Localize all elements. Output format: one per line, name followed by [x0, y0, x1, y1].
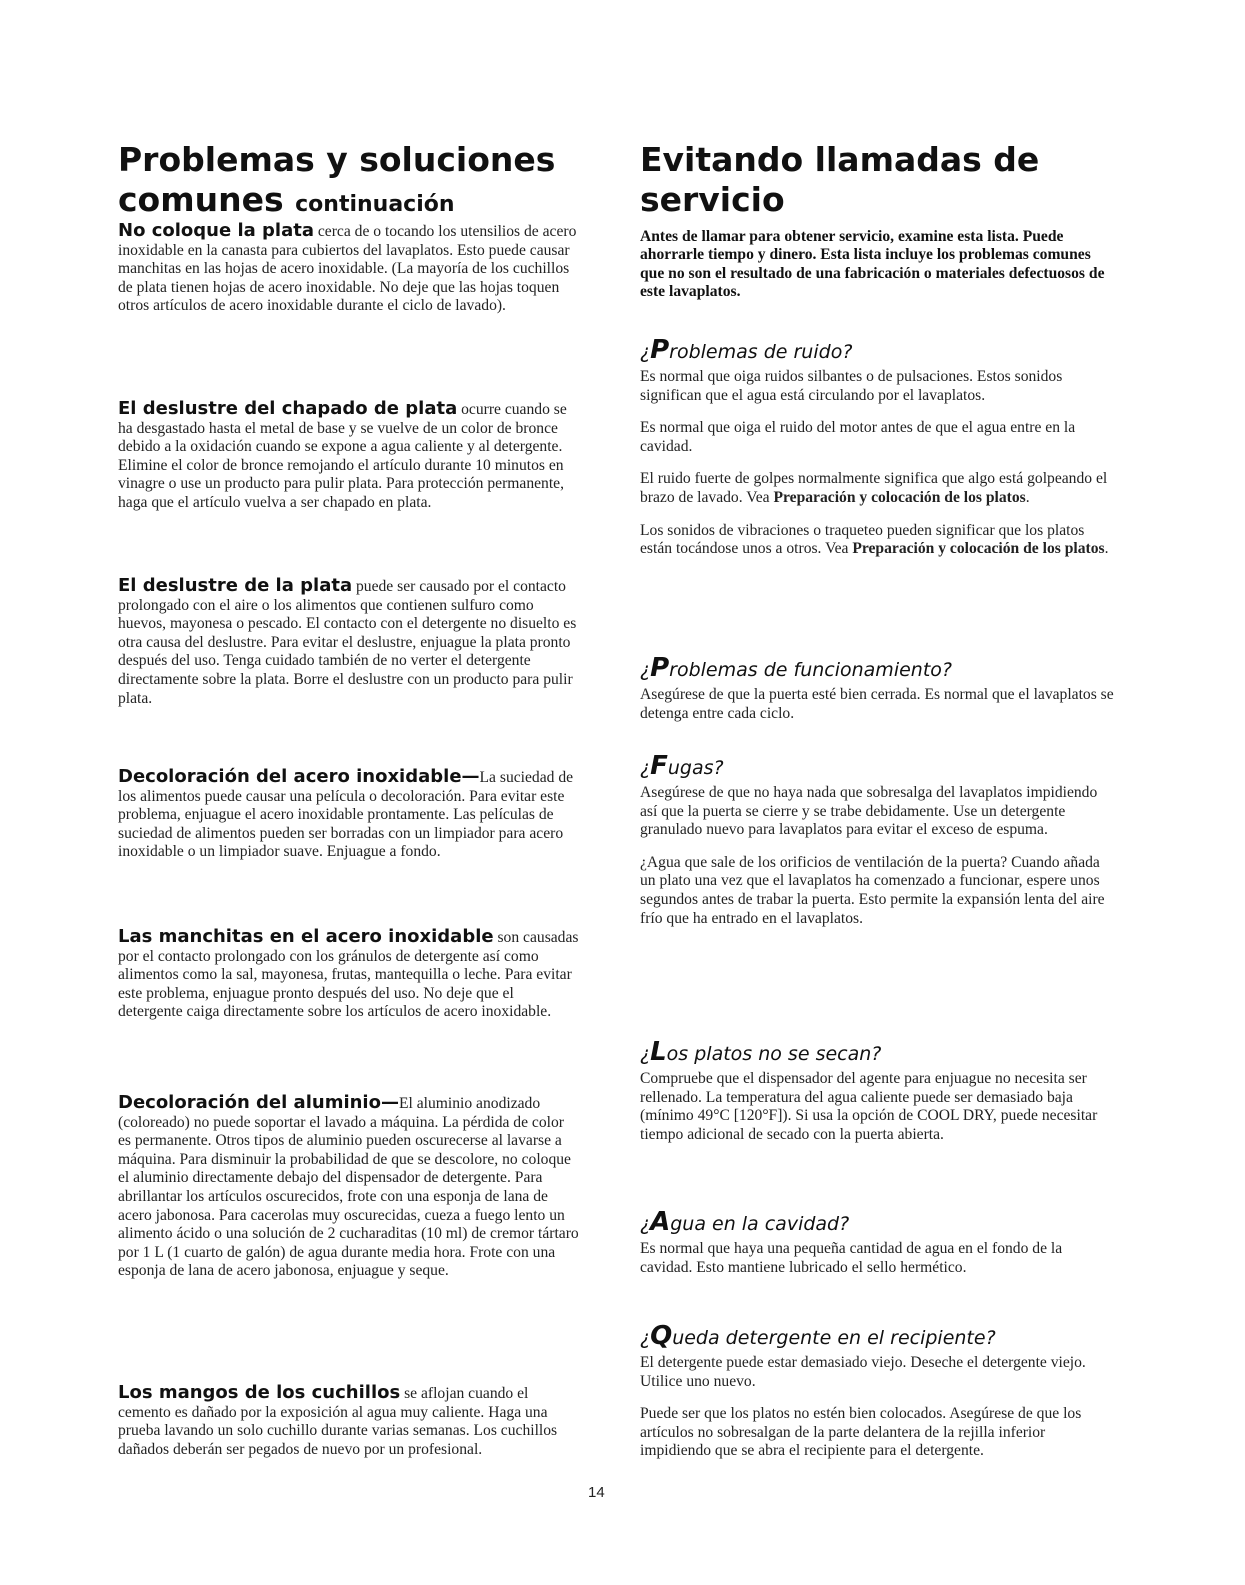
question-not-drying — [640, 1037, 1118, 1144]
section-text: puede ser causado por el contacto prolongado con el aire o los alimentos que contienen sulfuro como huevos, mayonesa o pescado. El contacto con el detergente no disuelto es otra causa del deslustre. Para evitar el deslustre, enjuague la plata pronto después del uso. Tenga cuidado también de no verter el detergente directamente sobre la plata. Borre el deslustre con un producto para pulir plata. — [118, 578, 577, 707]
section-lead: El deslustre del chapado de plata — [118, 398, 458, 419]
question-detergent-left — [640, 1321, 1118, 1461]
question-heading: ¿Agua en la cavidad? — [640, 1207, 850, 1237]
answer-paragraph: El detergente puede estar demasiado viejo. Deseche el detergente viejo. Utilice uno nuevo. — [640, 1354, 1086, 1390]
section-knife-handles — [118, 1384, 580, 1459]
left-title-continuation: continuación — [295, 192, 455, 218]
section-silver-placement — [118, 222, 580, 316]
section-lead: No coloque la plata — [118, 220, 314, 241]
section-silver-plate-tarnish — [118, 400, 580, 513]
answer-paragraph: Puede ser que los platos no estén bien colocados. Asegúrese de que los artículos no sobresalgan de la parte delantera de la rejilla inferior impidiendo que se abra el recipiente para el detergente. — [640, 1405, 1082, 1460]
section-lead: Los mangos de los cuchillos — [118, 1382, 401, 1403]
question-water-in-cavity — [640, 1207, 1118, 1277]
answer-paragraph: Es normal que oiga ruidos silbantes o de pulsaciones. Estos sonidos significan que el agua está circulando por el lavaplatos. — [640, 368, 1063, 404]
section-silver-tarnish — [118, 577, 580, 708]
answer-paragraph: Es normal que haya una pequeña cantidad de agua en el fondo de la cavidad. Esto mantiene lubricado el sello hermético. — [640, 1240, 1063, 1276]
answer-paragraph: El ruido fuerte de golpes normalmente significa que algo está golpeando el brazo de lavado. Vea Preparación y colocación de los platos. — [640, 470, 1108, 506]
left-title — [118, 140, 580, 221]
answer-paragraph: Asegúrese de que la puerta esté bien cerrada. Es normal que el lavaplatos se detenga entre cada ciclo. — [640, 686, 1114, 722]
right-title-line1: Evitando llamadas de — [640, 140, 1040, 179]
question-heading: ¿Los platos no se secan? — [640, 1037, 882, 1067]
answer-paragraph: Es normal que oiga el ruido del motor antes de que el agua entre en la cavidad. — [640, 419, 1076, 455]
section-text: El aluminio anodizado (coloreado) no puede soportar el lavado a máquina. La pérdida de color es permanente. Otros tipos de aluminio pueden oscurecerse al lavarse a máquina. Para disminuir la probabilidad de que se descolore, no coloque el aluminio directamente debajo del dispensador de detergente. Para abrillantar los artículos oscurecidos, frote con una esponja de lana de acero jabonosa. Para cacerolas muy oscurecidas, cueza a fuego lento un alimento ácido o una solución de 2 cucharaditas (10 ml) de cremor tártaro por 1 L (1 cuarto de galón) de agua durante media hora. Frote con una esponja de lana de acero jabonosa, enjuague y seque. — [118, 1095, 579, 1280]
cross-reference: Preparación y colocación de los platos — [773, 488, 1026, 506]
section-text: ocurre cuando se ha desgastado hasta el metal de base y se vuelve de un color de bronce debido a la oxidación cuando se expone a agua caliente y al detergente. Elimine el color de bronce remojando el artículo durante 10 minutos en vinagre o use un producto para pulir plata. Para protección permanente, haga que el artículo vuelva a ser chapado en plata. — [118, 401, 567, 511]
section-lead: Decoloración del acero inoxidable— — [118, 766, 480, 787]
answer-paragraph: Compruebe que el dispensador del agente para enjuague no necesita ser rellenado. La temperatura del agua caliente puede ser demasiado baja (mínimo 49°C [120°F]). Si usa la opción de COOL DRY, puede necesitar tiempo adicional de secado con la puerta abierta. — [640, 1070, 1098, 1143]
answer-paragraph: Asegúrese de que no haya nada que sobresalga del lavaplatos impidiendo así que la puerta se cierre y se trabe debidamente. Use un detergente granulado nuevo para lavaplatos para evitar el exceso de espuma. — [640, 784, 1098, 839]
question-heading: ¿Fugas? — [640, 751, 724, 781]
service-intro — [640, 228, 1118, 302]
left-title-line1: Problemas y soluciones — [118, 140, 556, 179]
section-text: son causadas por el contacto prolongado con los gránulos de detergente así como alimentos como la sal, mayonesa, frutas, mantequilla o leche. Para evitar este problema, enjuague pronto después del uso. No deje que el detergente caiga directamente sobre los artículos de acero inoxidable. — [118, 929, 579, 1021]
intro-text: Antes de llamar para obtener servicio, examine esta lista. Puede ahorrarle tiempo y dinero. Esta lista incluye los problemas comunes que no son el resultado de una fabricación o materiales defectuosos de este lavaplatos. — [640, 228, 1105, 301]
section-text: cerca de o tocando los utensilios de acero inoxidable en la canasta para cubiertos del lavaplatos. Esto puede causar manchitas en las hojas de acero inoxidable. (La mayoría de los cuchillos de plata tienen hojas de acero inoxidable. No deje que las hojas toquen otros artículos de acero inoxidable durante el ciclo de lavado). — [118, 223, 577, 315]
page-number: 14 — [588, 1484, 605, 1501]
section-text: La suciedad de los alimentos puede causar una película o decoloración. Para evitar este problema, enjuague el acero inoxidable prontamente. Las películas de suciedad de alimentos pueden ser borradas con un limpiador para acero inoxidable o un limpiador suave. Enjuague a fondo. — [118, 769, 574, 861]
question-heading: ¿Queda detergente en el recipiente? — [640, 1321, 996, 1351]
question-heading: ¿Problemas de funcionamiento? — [640, 653, 952, 683]
section-stainless-discoloration — [118, 768, 580, 862]
question-heading: ¿Problemas de ruido? — [640, 335, 853, 365]
question-operation — [640, 653, 1118, 723]
section-lead: Las manchitas en el acero inoxidable — [118, 926, 494, 947]
answer-paragraph: Los sonidos de vibraciones o traqueteo pueden significar que los platos están tocándose unos a otros. Vea Preparación y colocación de los platos. — [640, 521, 1109, 558]
section-aluminum-discoloration — [118, 1094, 580, 1281]
cross-reference: Preparación y colocación de los platos — [852, 540, 1105, 558]
section-stainless-spots — [118, 928, 580, 1022]
section-lead: Decoloración del aluminio— — [118, 1092, 399, 1113]
answer-paragraph: ¿Agua que sale de los orificios de ventilación de la puerta? Cuando añada un plato una vez que el lavaplatos ha comenzado a funcionar, espere unos segundos antes de trabar la puerta. Esto permite la expansión lenta del aire frío que ha entrado en el lavaplatos. — [640, 853, 1105, 927]
left-title-line2: comunes — [118, 180, 284, 220]
question-noise — [640, 335, 1118, 559]
right-title — [640, 140, 1118, 221]
question-leaks — [640, 751, 1118, 928]
section-lead: El deslustre de la plata — [118, 575, 353, 596]
right-title-line2: servicio — [640, 180, 785, 220]
section-text: se aflojan cuando el cemento es dañado por la exposición al agua muy caliente. Haga una prueba lavando un solo cuchillo durante varias semanas. Los cuchillos dañados deberán ser pegados de nuevo por un profesional. — [118, 1385, 558, 1458]
